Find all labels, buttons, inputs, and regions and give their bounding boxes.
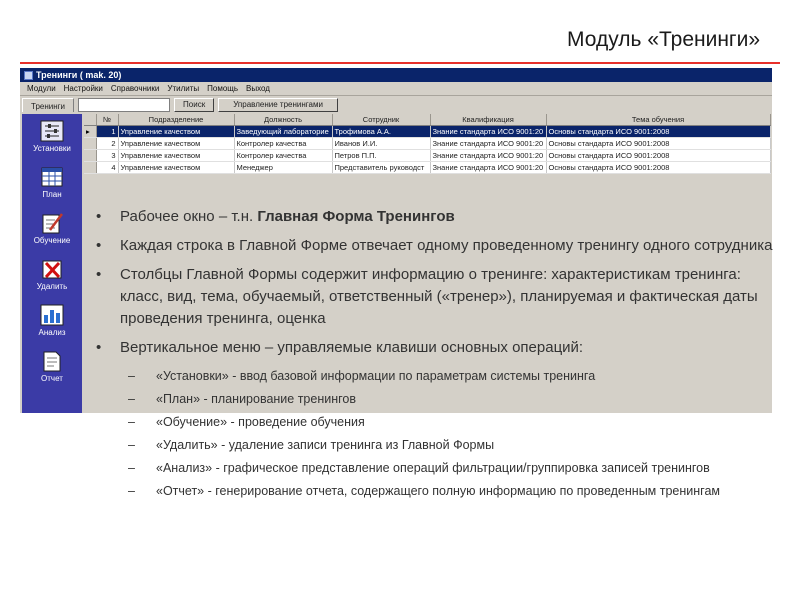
table-cell: Управление качеством <box>118 162 234 174</box>
sub-bullet-item: – «Анализ» - графическое представление операций фильтрации/группировка записей тренингов <box>128 458 786 478</box>
chart-icon <box>40 304 64 326</box>
training-icon <box>40 212 64 234</box>
bullet-item: • Каждая строка в Главной Форме отвечает одному проведенному тренингу одного сотрудника <box>96 235 786 257</box>
sub-bullet-item: – «Обучение» - проведение обучения <box>128 412 786 432</box>
bullet-bold-text: Главная Форма Тренингов <box>257 208 455 225</box>
menu-settings[interactable]: Настройки <box>63 84 103 93</box>
table-cell: Знание стандарта ИСО 9001:20 <box>430 126 546 138</box>
menu-exit[interactable]: Выход <box>246 84 270 93</box>
window-title: Тренинги ( mak. 20) <box>36 70 122 80</box>
table-cell: 4 <box>96 162 118 174</box>
sidebar-item-label: Удалить <box>36 282 68 291</box>
table-cell: Заведующий лабораторие <box>234 126 332 138</box>
menu-directories[interactable]: Справочники <box>110 84 160 93</box>
table-cell: Знание стандарта ИСО 9001:20 <box>430 150 546 162</box>
sidebar-item-report[interactable] <box>22 350 82 383</box>
row-indicator <box>84 162 96 174</box>
table-cell: Представитель руководст <box>332 162 430 174</box>
column-header-department[interactable]: Подразделение <box>118 114 234 126</box>
settings-icon <box>40 120 64 142</box>
manage-trainings-button[interactable]: Управление тренингами <box>218 98 338 112</box>
table-cell: Основы стандарта ИСО 9001:2008 <box>546 162 770 174</box>
menu-bar <box>20 82 772 96</box>
table-row[interactable] <box>84 138 770 150</box>
sidebar-item-settings[interactable] <box>22 120 82 153</box>
sidebar-item-plan[interactable] <box>22 166 82 199</box>
menu-modules[interactable]: Модули <box>27 84 56 93</box>
row-indicator <box>84 138 96 150</box>
menu-utilities[interactable]: Утилиты <box>167 84 200 93</box>
table-row[interactable] <box>84 126 770 138</box>
search-input[interactable] <box>78 98 170 112</box>
table-cell: Основы стандарта ИСО 9001:2008 <box>546 150 770 162</box>
sidebar-item-analysis[interactable] <box>22 304 82 337</box>
menu-help[interactable]: Помощь <box>207 84 239 93</box>
sub-bullet-item: – «Удалить» - удаление записи тренинга из Главной Формы <box>128 435 786 455</box>
column-header-qualification[interactable]: Квалификация <box>430 114 546 126</box>
table-cell: Трофимова А.А. <box>332 126 430 138</box>
table-cell: Менеджер <box>234 162 332 174</box>
row-indicator-header <box>84 114 96 126</box>
table-cell: Управление качеством <box>118 126 234 138</box>
delete-icon <box>40 258 64 280</box>
sidebar-item-label: Установки <box>33 144 71 153</box>
app-icon <box>24 71 33 80</box>
column-header-position[interactable]: Должность <box>234 114 332 126</box>
table-cell: Основы стандарта ИСО 9001:2008 <box>546 138 770 150</box>
bullet-text: Рабочее окно – т.н. <box>120 208 258 225</box>
report-icon <box>40 350 64 372</box>
bullet-item: • Столбцы Главной Формы содержит информацию о тренинге: характеристикам тренинга: класс, вид, тема, обучаемый, ответственный («тренер»), планируемая и фактическая даты проведения тренинга, оценка <box>96 264 786 330</box>
table-cell: 1 <box>96 126 118 138</box>
sidebar-item-training[interactable] <box>22 212 82 245</box>
sub-bullet-item: – «Установки» - ввод базовой информации по параметрам системы тренинга <box>128 366 786 386</box>
table-row[interactable] <box>84 162 770 174</box>
search-button[interactable]: Поиск <box>174 98 214 112</box>
window-titlebar[interactable] <box>20 68 772 82</box>
row-indicator: ▸ <box>84 126 96 138</box>
column-header-number[interactable]: № <box>96 114 118 126</box>
table-cell: 2 <box>96 138 118 150</box>
table-cell: Петров П.П. <box>332 150 430 162</box>
bullet-list <box>96 206 786 504</box>
table-cell: Контролер качества <box>234 150 332 162</box>
trainings-table <box>84 114 770 174</box>
table-cell: Иванов И.И. <box>332 138 430 150</box>
bullet-item: • Вертикальное меню – управляемые клавиши основных операций: <box>96 337 786 359</box>
table-cell: Управление качеством <box>118 138 234 150</box>
sub-bullet-item: – «План» - планирование тренингов <box>128 389 786 409</box>
table-header-row <box>84 114 770 126</box>
sub-bullet-item: – «Отчет» - генерирование отчета, содержащего полную информацию по проведенным тренингам <box>128 481 786 501</box>
toolbar <box>20 96 772 114</box>
sidebar-item-label: Обучение <box>33 236 71 245</box>
table-cell: Управление качеством <box>118 150 234 162</box>
calendar-icon <box>40 166 64 188</box>
column-header-topic[interactable]: Тема обучения <box>546 114 770 126</box>
sidebar-item-label: Отчет <box>41 374 63 383</box>
column-header-employee[interactable]: Сотрудник <box>332 114 430 126</box>
vertical-menu <box>22 114 82 413</box>
sidebar-item-label: Анализ <box>38 328 66 337</box>
sidebar-item-label: План <box>42 190 62 199</box>
table-cell: Контролер качества <box>234 138 332 150</box>
table-cell: Знание стандарта ИСО 9001:20 <box>430 162 546 174</box>
table-cell: 3 <box>96 150 118 162</box>
table-row[interactable] <box>84 150 770 162</box>
row-indicator <box>84 150 96 162</box>
table-cell: Основы стандарта ИСО 9001:2008 <box>546 126 770 138</box>
title-divider <box>20 62 780 64</box>
bullet-item <box>96 206 786 228</box>
slide-title: Модуль «Тренинги» <box>567 28 760 51</box>
sidebar-item-delete[interactable] <box>22 258 82 291</box>
tab-trainings[interactable]: Тренинги <box>22 98 74 112</box>
table-cell: Знание стандарта ИСО 9001:20 <box>430 138 546 150</box>
